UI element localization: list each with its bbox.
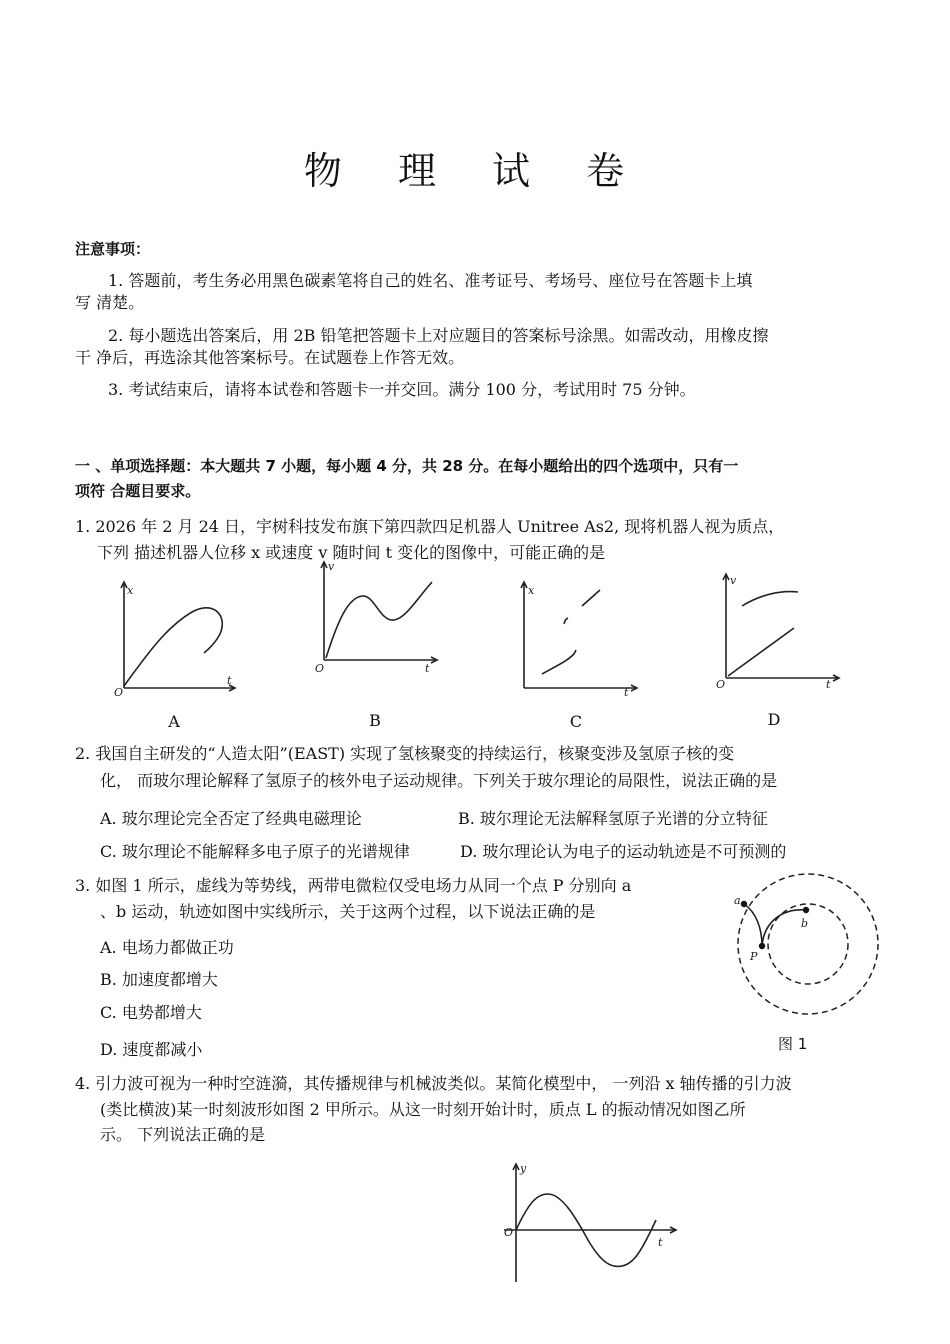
curve-upper [742,592,798,606]
q1-graph-b-label: B [369,711,381,730]
notice-item-2-cont: 干 净后，再选涂其他答案标号。在试题卷上作答无效。 [75,348,465,367]
x-axis-label: t [227,674,232,687]
q4-stem-cont-2: 示。 下列说法正确的是 [100,1125,266,1144]
curve-line [728,628,794,676]
notice-item-1-cont: 写 清楚。 [75,293,145,312]
q2-option-d: D. 玻尔理论认为电子的运动轨迹是不可预测的 [460,842,787,861]
point-a [741,901,747,907]
q2-option-b: B. 玻尔理论无法解释氢原子光谱的分立特征 [458,809,768,828]
q3-option-d: D. 速度都减小 [100,1040,203,1059]
figure-1-caption: 图 1 [778,1035,808,1053]
page-title: 物 理 试 卷 [303,149,647,193]
q1-stem: 1. 2026 年 2 月 24 日，宇树科技发布旗下第四款四足机器人 Unitree As2, 现将机器人视为质点， [75,517,785,536]
curve-lower [542,650,576,674]
q3-option-a: A. 电场力都做正功 [100,938,234,957]
q1-graph-a [110,578,240,698]
q4-wave-graph [500,1160,680,1285]
y-axis-label: v [730,574,737,587]
x-axis-label: t [624,686,629,699]
section-heading: 一 、单项选择题：本大题共 7 小题，每小题 4 分，共 28 分。在每小题给出的四个选项中，只有一 [75,457,739,475]
q2-stem-cont: 化， 而玻尔理论解释了氢原子的核外电子运动规律。下列关于玻尔理论的局限性，说法正确的是 [100,771,778,790]
notice-item-3: 3. 考试结束后，请将本试卷和答题卡一并交回。满分 100 分，考试用时 75 分钟。 [108,380,696,399]
curve [326,582,432,658]
x-axis-label: t [826,678,831,691]
q2-option-a: A. 玻尔理论完全否定了经典电磁理论 [100,809,362,828]
origin-label: O [504,1226,514,1239]
q1-graph-d [714,572,844,692]
section-heading-cont: 项符 合题目要求。 [75,482,201,500]
notice-heading: 注意事项： [75,240,151,258]
notice-item-2: 2. 每小题选出答案后，用 2B 铅笔把答题卡上对应题目的答案标号涂黑。如需改动，用橡皮擦 [108,326,769,345]
q2-option-c: C. 玻尔理论不能解释多电子原子的光谱规律 [100,842,410,861]
label-a: a [734,894,741,907]
q1-graph-c [512,580,642,699]
q2-stem: 2. 我国自主研发的“人造太阳”(EAST) 实现了氢核聚变的持续运行，核聚变涉及氢原子核的变 [75,744,735,763]
q3-option-c: C. 电势都增大 [100,1003,202,1022]
q1-graph-c-label: C [569,712,583,731]
notice-item-1: 1. 答题前，考生务必用黑色碳素笔将自己的姓名、准考证号、考场号、座位号在答题卡上填 [108,271,753,290]
q4-stem: 4. 引力波可视为一种时空涟漪，其传播规律与机械波类似。某简化模型中， 一列沿 x 轴传播的引力波 [75,1074,792,1093]
origin-label: O [114,686,124,699]
q4-stem-cont: (类比横波)某一时刻波形如图 2 甲所示。从这一时刻开始计时，质点 L 的振动情况如图乙所 [100,1100,746,1119]
y-axis-label: y [520,1162,527,1175]
curve-upper [582,590,600,606]
x-axis-label: t [658,1236,663,1249]
y-axis-label: v [328,560,335,573]
trajectory-b [762,910,809,946]
label-b: b [801,917,809,930]
label-p: P [750,950,758,963]
q1-graph-a-label: A [168,712,180,731]
curve-fragment [564,618,568,624]
x-axis-label: t [425,662,430,675]
origin-label: O [315,662,325,675]
curve [124,608,222,686]
q3-figure-1 [728,870,878,1020]
q1-stem-cont: 下列 描述机器人位移 x 或速度 v 随时间 t 变化的图像中，可能正确的是 [97,543,606,562]
y-axis-label: x [127,584,134,597]
q3-option-b: B. 加速度都增大 [100,970,218,989]
outer-equipotential [738,874,878,1014]
point-b [803,907,809,913]
origin-label: O [716,678,726,691]
q1-graph-d-label: D [767,710,781,729]
q3-stem-cont: 、b 运动，轨迹如图中实线所示，关于这两个过程，以下说法正确的是 [100,902,596,921]
point-p [759,943,765,949]
y-axis-label: x [528,584,535,597]
q1-graph-b [312,560,442,675]
q3-stem: 3. 如图 1 所示，虚线为等势线，两带电微粒仅受电场力从同一个点 P 分别向 a [75,876,632,895]
